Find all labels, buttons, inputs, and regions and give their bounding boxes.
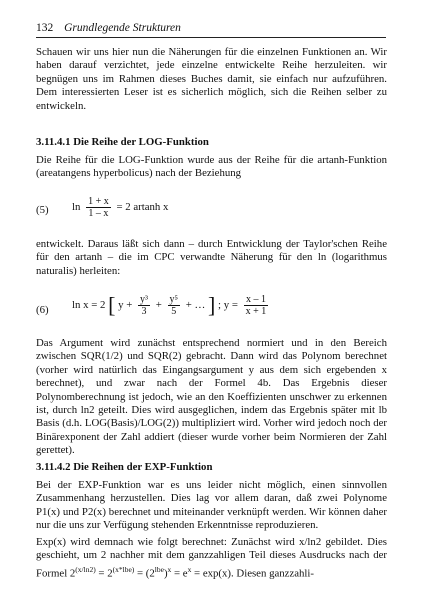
exp-sup-3: lbe xyxy=(154,564,164,574)
intro-paragraph: Schauen wir uns hier nun die Näherungen für die einzelnen Funktionen an. Wir haben darauf verzichtet, jede einzelne entwickelte Reihe herzuleiten. wir begnügen uns im Rahmen dieses Buches damit, sie einfach nur aufzuführen. Dem interessierten Leser ist es sicherlich möglich, sich die Reihen selber zu entwickeln. xyxy=(36,46,387,112)
eq6-after: ; y = xyxy=(218,298,238,311)
eq6-fraction-3 xyxy=(244,294,269,317)
eq6-dots: + … xyxy=(185,298,206,311)
eq6-f2-denominator: 5 xyxy=(168,305,181,317)
eq6-plus: + xyxy=(155,298,162,311)
exp-formula-b: = 2 xyxy=(95,567,113,580)
eq6-f2-numerator: y⁵ xyxy=(169,294,179,305)
eq5-rhs: = 2 artanh x xyxy=(116,200,169,213)
page-number: 132 xyxy=(36,22,54,34)
running-title: Grundlegende Strukturen xyxy=(64,22,181,34)
eq5-numerator: 1 + x xyxy=(88,196,109,207)
section-heading-exp: 3.11.4.2 Die Reihen der EXP-Funktion xyxy=(36,461,213,473)
log-normalization-paragraph: Das Argument wird zunächst entsprechend normiert und in den Bereich zwischen SQR(1/2) und SQR(2) gebracht. Dann wird das Polynom berechnet (vorher wird natürlich das Eingangsargument y aus dem sich ergebenden x berechnet), und zwar nach der Formel 4b. Das Ergebnis dieser Polynomberechnung ist jedoch, wie an den Koeffizienten unschwer zu erkennen ist, durch ln2 geteilt. Dies wird ausgeglichen, indem das Ergebnis später mit lb Basis (d.h. LOG(Basis)/LOG(2)) multipliziert wird. Vorher wird jedoch noch der Binärexponent der Zahl addiert (dieser wurde vorher beim Normieren der Zahl gerettet). xyxy=(36,337,387,457)
log-intro-paragraph: Die Reihe für die LOG-Funktion wurde aus der Reihe für die artanh-Funktion (areatangens hyperbolicus) nach der Beziehung xyxy=(36,154,387,180)
eq6-fraction-1 xyxy=(138,294,150,317)
eq5-ln: ln xyxy=(72,200,81,213)
exp-formula-e: = e xyxy=(171,567,188,580)
exp-calculation-paragraph xyxy=(36,536,387,581)
log-derivation-paragraph: entwickelt. Daraus läßt sich dann – durch Entwicklung der Taylor'schen Reihe für den artanh – die im CPC verwandte Näherung für den ln (logarithmus naturalis) herleiten: xyxy=(36,238,387,277)
exp-sup-5: x xyxy=(187,564,192,574)
section-heading-log: 3.11.4.1 Die Reihe der LOG-Funktion xyxy=(36,136,209,148)
eq6-f1-numerator: y³ xyxy=(140,294,149,305)
exp-formula-a: nach der Formel 2 xyxy=(36,549,387,580)
eq6-lhs: ln x = 2 xyxy=(72,298,106,311)
exp-formula-c: = (2 xyxy=(134,567,155,580)
eq6-f3-denominator: x + 1 xyxy=(245,306,267,317)
eq5-fraction xyxy=(86,196,111,219)
exp-formula-f: = exp(x). Diesen ganzzahli- xyxy=(191,567,315,580)
eq6-f3-numerator: x – 1 xyxy=(245,294,266,305)
exp-sup-2: (x*lbe) xyxy=(112,564,135,574)
exp-line-1: Exp(x) wird demnach wie folgt berechnet: Zunächst wird x/ln2 gebildet. Dies geschieht, um 2 nachher mit dem ganzzahligen Teil dieses Ausdrucks xyxy=(36,536,387,562)
eq6-open-bracket: [ xyxy=(108,292,116,318)
eq5-denominator: 1 – x xyxy=(86,207,111,219)
running-header xyxy=(36,22,386,38)
exp-sup-1: (x/ln2) xyxy=(75,564,96,574)
exp-sup-4: x xyxy=(167,564,172,574)
eq6-y: y + xyxy=(118,298,133,311)
equation-6 xyxy=(72,294,271,317)
equation-5 xyxy=(72,196,168,219)
exp-intro-paragraph: Bei der EXP-Funktion war es uns leider nicht möglich, einen sinnvollen Zusammenhang herzustellen. Dies lag vor allem daran, daß zwei Polynome P1(x) und P2(x) berechnet und miteinander verknüpft werden. Wir können daher nur die uns zur Verfügung stehenden Erkenntnisse reproduzieren. xyxy=(36,479,387,532)
eq6-close-bracket: ] xyxy=(208,292,216,318)
equation-6-label: (6) xyxy=(36,304,49,316)
eq6-fraction-2 xyxy=(168,294,181,317)
eq6-f1-denominator: 3 xyxy=(138,305,150,317)
exp-formula-d: ) xyxy=(163,567,168,580)
equation-5-label: (5) xyxy=(36,204,49,216)
